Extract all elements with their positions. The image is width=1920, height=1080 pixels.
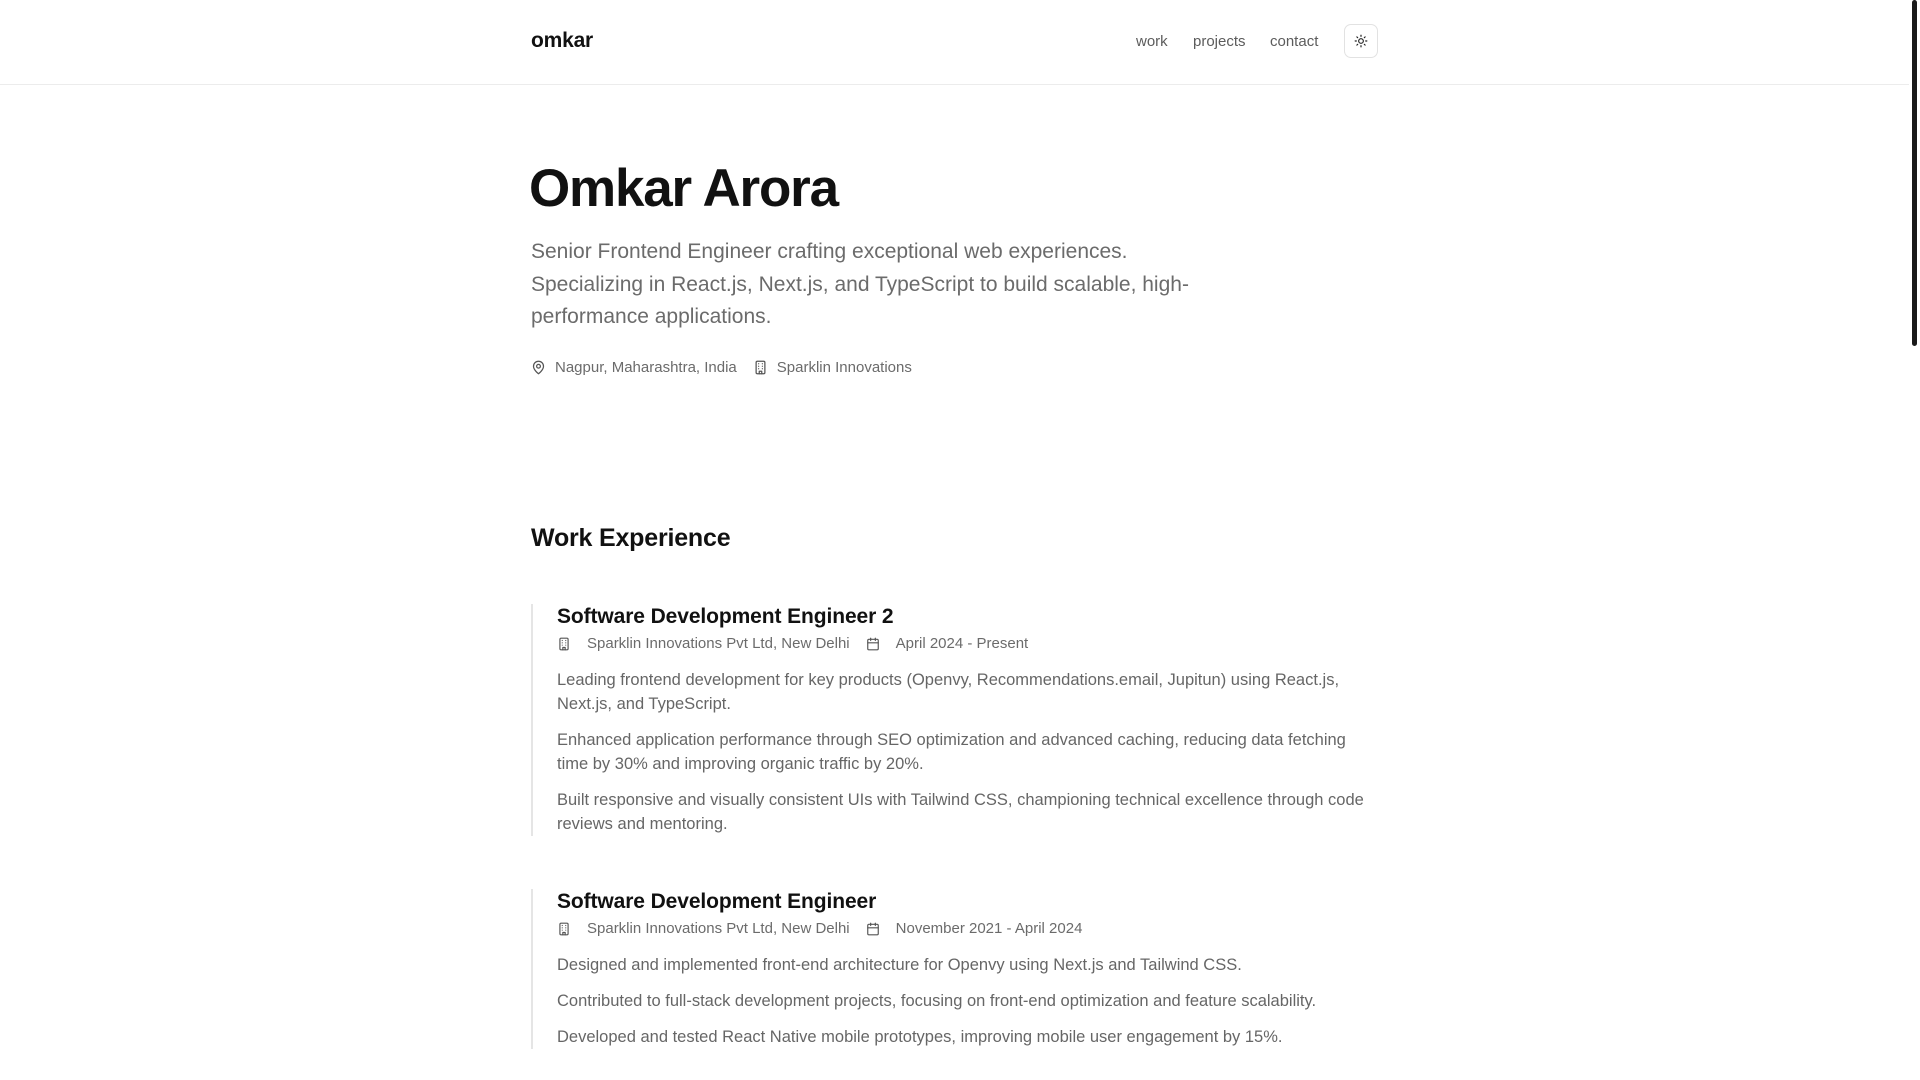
scrollbar-thumb[interactable] <box>1912 0 1917 346</box>
theme-toggle-button[interactable] <box>1344 24 1378 58</box>
job-point: Leading frontend development for key products (Openvy, Recommendations.email, Jupitun) using React.js, Next.js, and TypeScript. <box>557 671 1340 713</box>
company-meta <box>753 359 912 376</box>
job-dates <box>866 920 1083 937</box>
job-entry <box>531 604 1381 836</box>
job-points <box>557 953 1381 1049</box>
job-company-text: Sparklin Innovations Pvt Ltd, New Delhi <box>587 635 850 652</box>
job-title: Software Development Engineer 2 <box>557 605 894 628</box>
job-dates-text: November 2021 - April 2024 <box>895 920 1083 937</box>
job-company-text: Sparklin Innovations Pvt Ltd, New Delhi <box>587 920 850 937</box>
hero-bio: Senior Frontend Engineer crafting exceptional web experiences. Specializing in React.js, Next.js, and TypeScript to build scalable, high-performance applications. <box>531 240 1189 328</box>
company-text: Sparklin Innovations <box>776 359 912 376</box>
building-icon <box>557 922 571 936</box>
job-company <box>557 920 850 937</box>
job-dates-text: April 2024 - Present <box>895 635 1029 652</box>
calendar-icon <box>866 922 880 936</box>
job-meta <box>557 635 1381 652</box>
location-text: Nagpur, Maharashtra, India <box>555 359 737 376</box>
job-point: Designed and implemented front-end architecture for Openvy using Next.js and Tailwind CSS. <box>557 956 1242 974</box>
section-title-work: Work Experience <box>531 524 731 552</box>
job-meta <box>557 920 1381 937</box>
job-title: Software Development Engineer <box>557 890 877 913</box>
sun-icon <box>1354 34 1368 48</box>
page-title: Omkar Arora <box>529 159 838 218</box>
job-company <box>557 635 850 652</box>
building-icon <box>557 637 571 651</box>
nav-link-contact[interactable]: contact <box>1270 33 1319 50</box>
job-point: Contributed to full-stack development projects, focusing on front-end optimization and feature scalability. <box>557 992 1317 1010</box>
nav-link-projects[interactable]: projects <box>1193 33 1246 50</box>
location-meta <box>531 359 737 376</box>
map-pin-icon <box>531 360 546 375</box>
job-point: Enhanced application performance through SEO optimization and advanced caching, reducing data fetching time by 30% and improving organic traffic by 20%. <box>557 731 1346 773</box>
job-point: Developed and tested React Native mobile prototypes, improving mobile user engagement by 15%. <box>557 1028 1283 1046</box>
building-icon <box>753 360 768 375</box>
job-dates <box>866 635 1029 652</box>
job-point: Built responsive and visually consistent UIs with Tailwind CSS, championing technical excellence through code reviews and mentoring. <box>557 791 1364 833</box>
hero-meta <box>531 359 912 376</box>
job-points <box>557 668 1381 836</box>
nav-link-work[interactable]: work <box>1136 33 1168 50</box>
brand-logo-text[interactable]: omkar <box>531 29 594 52</box>
site-header <box>0 0 1909 85</box>
calendar-icon <box>866 637 880 651</box>
job-entry <box>531 889 1381 1049</box>
